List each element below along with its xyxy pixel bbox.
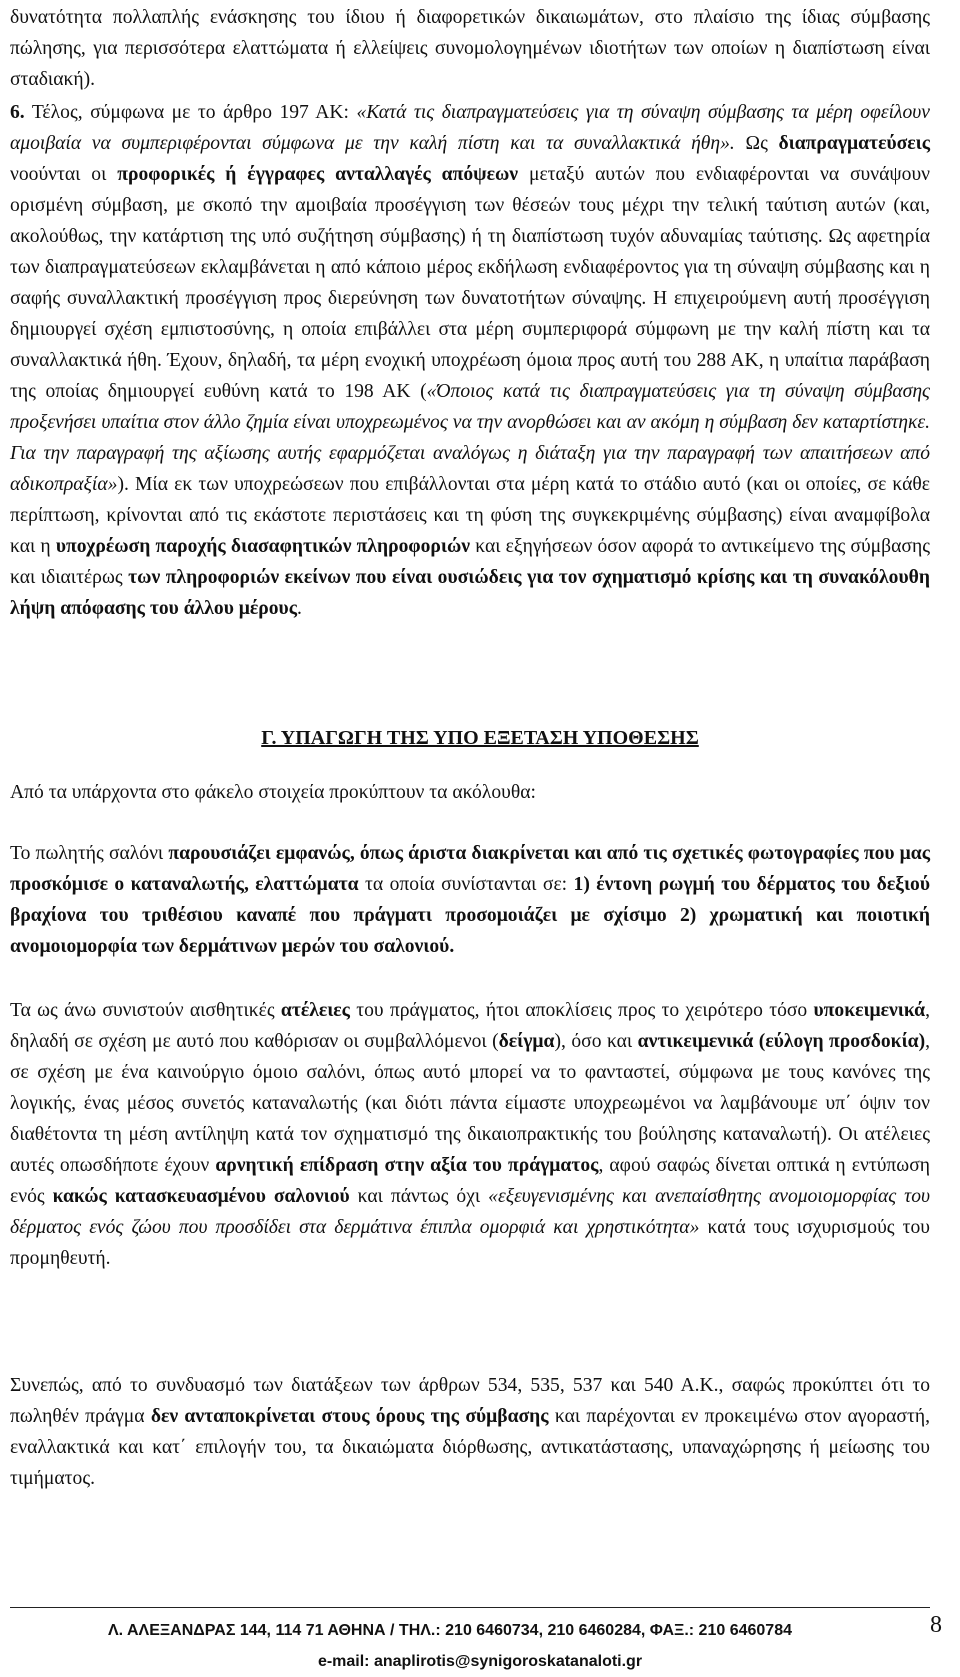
- text: Συνεπώς, από το συνδυασμό των διατάξεων των άρθρων 534, 535, 537 και 540 Α.Κ., σαφώς προκύπτει ότι το πωληθέν πράγμα: [10, 1375, 930, 1427]
- text: .: [296, 598, 302, 619]
- bold-term: κακώς κατασκευασμένου σαλονιού: [52, 1186, 350, 1207]
- text: ), όσο και: [554, 1031, 638, 1052]
- paragraph-intro: [10, 777, 930, 808]
- text: Από τα υπάρχοντα στο φάκελο στοιχεία προκύπτουν τα ακόλουθα:: [10, 782, 536, 803]
- paragraph-number: 6.: [10, 102, 25, 123]
- text: και πάντως όχι: [349, 1186, 489, 1207]
- bold-term: 1) έντονη ρωγμή του δέρματος του δεξιού βραχίονα του τριθέσιου καναπέ που πράγματι προσομοιάζει με σχίσιμο 2) χρωματική και ποιοτική ανομοιομορφία των δερμάτινων μερών του σαλονιού.: [10, 874, 930, 957]
- bold-term: δείγμα: [498, 1031, 555, 1052]
- footer-email: e-mail: anaplirotis@synigoroskatanaloti.gr: [317, 1653, 643, 1670]
- bold-term: αντικειμενικά (εύλογη προσδοκία): [637, 1031, 926, 1052]
- bold-term: παρουσιάζει εμφανώς, όπως άριστα διακρίνεται και από τις σχετικές φωτογραφίες που μας προσκόμισε ο καταναλωτής, ελαττώματα: [10, 843, 930, 895]
- quote-supplier-claim: «εξευγενισμένης και ανεπαίσθητης ανομοιομορφίας του δέρματος ενός ζώου που προσδίδει στα δερμάτινα έπιπλα ομορφιά και χρηστικότητα»: [10, 1186, 930, 1238]
- text: , αφού σαφώς δίνεται οπτικά η εντύπωση ενός: [10, 1155, 930, 1207]
- text: Το πωλητής σαλόνι: [10, 843, 169, 864]
- bold-term: των πληροφοριών εκείνων που είναι ουσιώδεις για τον σχηματισμό κρίσης και τη συνακόλουθη λήψη απόφασης του άλλου μέρους: [10, 567, 931, 619]
- text: δυνατότητα πολλαπλής ενάσκησης του ίδιου ή διαφορετικών δικαιωμάτων, στο πλαίσιο της ίδιας σύμβασης πώλησης, για περισσότερα ελαττώματα ή ελλείψεις συνομολογημένων ιδιοτήτων των οποίων η διαπίστωση είναι σταδιακή).: [10, 7, 930, 90]
- page-number: 8: [930, 1612, 942, 1638]
- text: τα οποία συνίστανται σε:: [358, 874, 574, 895]
- text: Τέλος, σύμφωνα με το άρθρο 197 ΑΚ:: [24, 102, 357, 123]
- bold-term: υποχρέωση παροχής διασαφητικών πληροφοριών: [55, 536, 471, 557]
- text: Τα ως άνω συνιστούν αισθητικές: [10, 1000, 281, 1021]
- text: κατά τους ισχυρισμούς του προμηθευτή.: [10, 1217, 930, 1269]
- bold-term: ατέλειες: [280, 1000, 350, 1021]
- bold-term: προφορικές ή έγγραφες ανταλλαγές απόψεων: [117, 164, 519, 185]
- footer-address: Λ. ΑΛΕΞΑΝΔΡΑΣ 144, 114 71 ΑΘΗΝΑ / ΤΗΛ.: 210 6460734, 210 6460284, ΦΑΞ.: 210 6460784: [108, 1622, 792, 1639]
- bold-term: διαπραγματεύσεις: [778, 133, 930, 154]
- text: του πράγματος, ήτοι αποκλίσεις προς το χειρότερο τόσο: [349, 1000, 814, 1021]
- text: , σε σχέση με ένα καινούργιο όμοιο σαλόνι, όπως αυτό μπορεί να το φανταστεί, σύμφωνα με τους κανόνες της λογικής, ένας μέσος συνετός καταναλωτής (και διότι πάντα είμαστε υποχρεωμένοι να λαμβάνουμε υπ΄ όψιν τον διαθέτοντα τη μέση αντίληψη κατά τον σχηματισμό της δικαιοπρακτικής του βούλησης καταναλωτή). Οι ατέλειες αυτές οπωσδήποτε έχουν: [10, 1031, 931, 1176]
- text: μεταξύ αυτών που ενδιαφέρονται να συνάψουν ορισμένη σύμβαση, με σκοπό την αμοιβαία προσέγγιση των θέσεών τους μέχρι την τελική ταύτιση αυτών (και, ακολούθως, την κατάρτιση της υπό συζήτηση σύμβασης) ή τη διαπίστωση τυχόν αδυναμίας ταύτισης. Ως αφετηρία των διαπραγματεύσεων εκλαμβάνεται η από κάποιο μέρος εκδήλωση ενδιαφέροντος για τη σύναψη σύμβασης και η σαφής συναλλακτική προσέγγιση προς διερεύνηση των δυνατοτήτων σύναψης. Η επιχειρούμενη αυτή προσέγγιση δημιουργεί σχέση εμπιστοσύνης, η οποία επιβάλλει στα μέρη συμπεριφορά σύμφωνη με την καλή πίστη και τα συναλλακτικά ήθη. Έχουν, δηλαδή, τα μέρη ενοχική υποχρέωση όμοια προς αυτή του 288 ΑΚ, η υπαίτια παράβαση της οποίας δημιουργεί ευθύνη κατά το 198 ΑΚ (: [10, 164, 931, 402]
- text: και εξηγήσεων όσον αφορά το αντικείμενο της σύμβασης και ιδιαιτέρως: [10, 536, 930, 588]
- text: ). Μία εκ των υποχρεώσεων που επιβάλλονται στα μέρη κατά το στάδιο αυτό (και οι οποίες, σε κάθε περίπτωση, κρίνονται από τις εκάστοτε περιστάσεις και τη φύση της συγκεκριμένης σύμβασης) είναι αναμφίβολα και η: [10, 474, 930, 557]
- footer-divider: [10, 1607, 930, 1608]
- text: , δηλαδή σε σχέση με αυτό που καθόρισαν οι συμβαλλόμενοι (: [10, 1000, 931, 1052]
- paragraph-facts: [10, 838, 930, 962]
- paragraph-6: [10, 97, 930, 624]
- bold-term: αρνητική επίδραση στην αξία του πράγματος: [215, 1155, 599, 1176]
- text: νοούνται οι: [10, 164, 118, 185]
- paragraph-conclusion: [10, 1370, 930, 1494]
- bold-term: υποκειμενικά: [813, 1000, 926, 1021]
- quote-article-198: «Όποιος κατά τις διαπραγματεύσεις για τη σύναψη σύμβασης προξενήσει υπαίτια στον άλλο ζημία είναι υποχρεωμένος να την ανορθώσει και αν ακόμη η σύμβαση δεν καταρτίστηκε. Για την παραγραφή της αξίωσης αυτής εφαρμόζεται αναλόγως η διάταξη για την παραγραφή των απαιτήσεων από αδικοπραξία»: [10, 381, 930, 495]
- paragraph-continuation: [10, 2, 930, 95]
- section-heading: Γ. ΥΠΑΓΩΓΗ ΤΗΣ ΥΠΟ ΕΞΕΤΑΣΗ ΥΠΟΘΕΣΗΣ: [261, 727, 699, 749]
- text: Ως: [734, 133, 779, 154]
- paragraph-defects: [10, 995, 930, 1274]
- quote-article-197: «Κατά τις διαπραγματεύσεις για τη σύναψη σύμβασης τα μέρη οφείλουν αμοιβαία να συμπεριφέρονται σύμφωνα με την καλή πίστη και τα συναλλακτικά ήθη».: [10, 102, 930, 154]
- text: και παρέχονται εν προκειμένω στον αγοραστή, εναλλακτικά και κατ΄ επιλογήν του, τα δικαιώματα διόρθωσης, αντικατάστασης, υπαναχώρησης ή μείωσης του τιμήματος.: [10, 1406, 930, 1489]
- bold-term: δεν ανταποκρίνεται στους όρους της σύμβασης: [150, 1406, 549, 1427]
